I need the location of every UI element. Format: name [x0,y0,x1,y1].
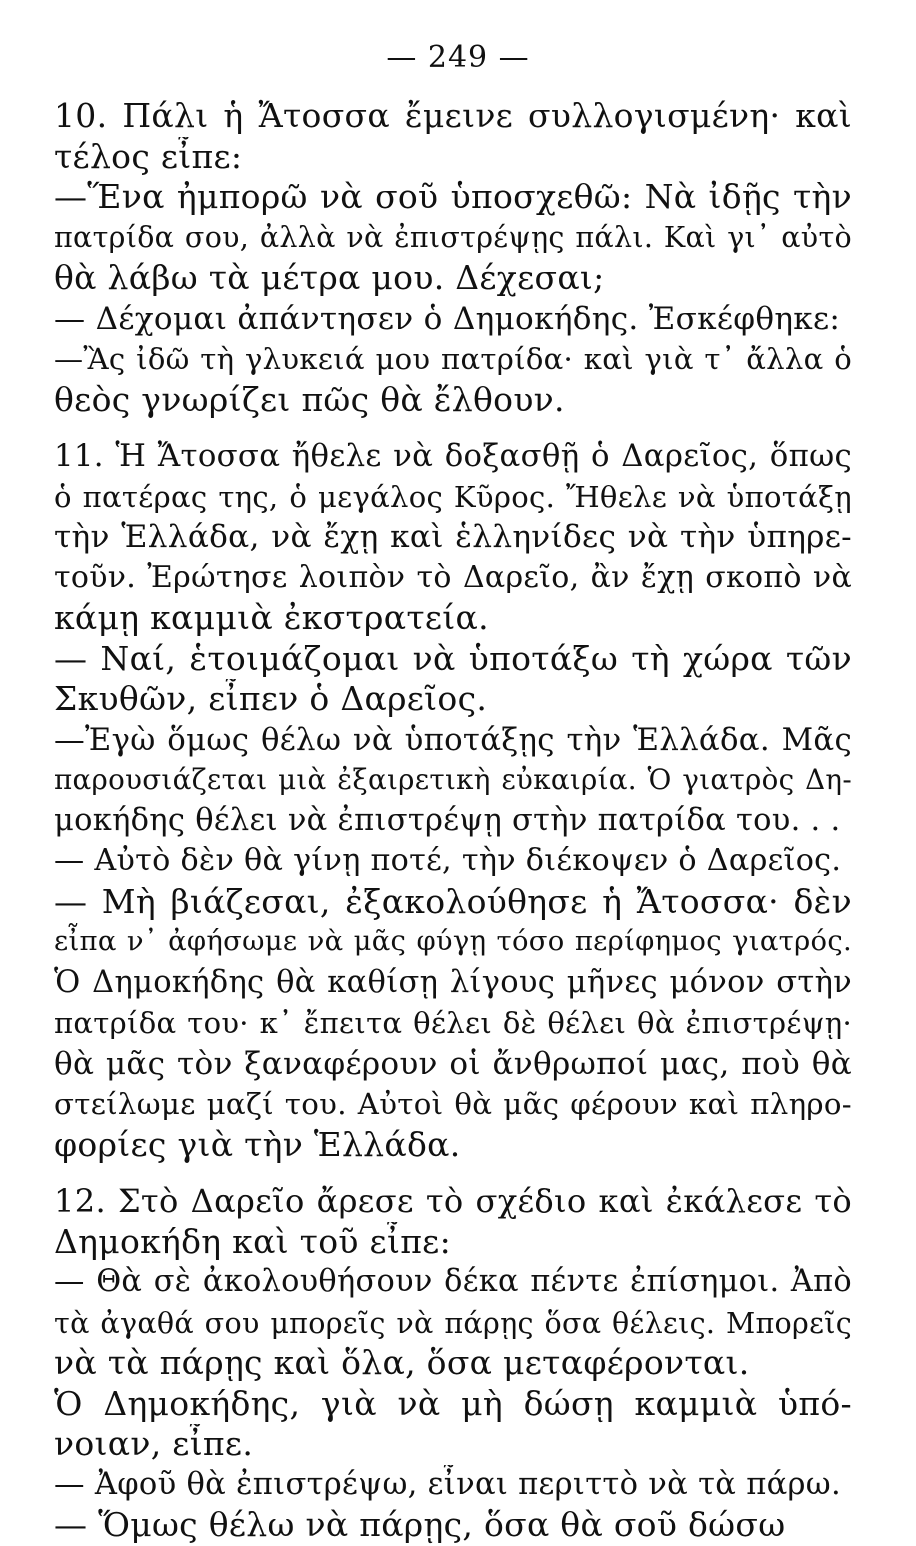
text-line: νοιαν, εἶπε. [54,1424,254,1463]
text-line: πατρίδα του· κ᾽ ἔπειτα θέλει δὲ θέλει θὰ ἐπιστρέψῃ· [54,1006,852,1040]
text-line: — Μὴ βιάζεσαι, ἐξακολούθησε ἡ Ἄτοσσα· δὲν [54,881,852,921]
paragraph-gap [54,1165,852,1181]
text-line: 11. Ἡ Ἄτοσσα ἤθελε νὰ δοξασθῇ ὁ Δαρεῖος, ὅπως [54,438,852,474]
paragraph [54,841,852,882]
paragraph [54,1262,852,1384]
text-line: — Ναί, ἑτοιμάζομαι νὰ ὑποτάξω τὴ χώρα τῶν [54,638,852,678]
text-line: — Ἀφοῦ θὰ ἐπιστρέψω, εἶναι περιττὸ νὰ τὰ πάρω. [54,1466,842,1502]
text-line: θὰ μᾶς τὸν ξαναφέρουν οἱ ἄνθρωποί μας, ποὺ θὰ [54,1045,852,1082]
paragraph [54,1181,852,1262]
text-line: τὰ ἀγαθά σου μπορεῖς νὰ πάρῃς ὅσα θέλεις. Μπορεῖς [54,1305,852,1340]
text-line: Σκυθῶν, εἶπεν ὁ Δαρεῖος. [54,679,488,718]
text-line: τοῦν. Ἐρώτησε λοιπὸν τὸ Δαρεῖο, ἂν ἔχῃ σκοπὸ νὰ [54,559,852,595]
paragraph [54,1505,852,1546]
text-line: Ὁ Δημοκήδης θὰ καθίσῃ λίγους μῆνες μόνον στὴν [54,964,852,1000]
text-line: ὁ πατέρας της, ὁ μεγάλος Κῦρος. Ἤθελε νὰ ὑποτάξῃ [54,479,852,514]
page-number: — 249 — [386,40,530,75]
text-line: — Δέχομαι ἀπάντησεν ὁ Δημοκήδης. Ἐσκέφθηκε: [54,300,841,337]
text-line: μοκήδης θέλει νὰ ἐπιστρέψῃ στὴν πατρίδα του. . . [54,802,841,838]
text-line: θεὸς γνωρίζει πῶς θὰ ἔλθουν. [54,379,565,419]
text-line: — Αὐτὸ δὲν θὰ γίνῃ ποτέ, τὴν διέκοψεν ὁ Δαρεῖος. [54,843,842,878]
paragraph [54,436,852,639]
paragraph-gap [54,420,852,436]
text-line: —Ἂς ἰδῶ τὴ γλυκειά μου πατρίδα· καὶ γιὰ τ᾽ ἄλλα ὁ [54,342,852,376]
text-line: κάμῃ καμμιὰ ἐκστρατεία. [54,598,489,637]
paragraph [54,1465,852,1506]
text-line: — Θὰ σὲ ἀκολουθήσουν δέκα πέντε ἐπίσημοι. Ἀπὸ [54,1264,852,1299]
paragraph [54,96,852,177]
text-line: τέλος εἶπε: [54,136,243,176]
paragraph [54,1384,852,1465]
text-line: φορίες γιὰ τὴν Ἑλλάδα. [54,1124,461,1164]
text-line: 12. Στὸ Δαρεῖο ἄρεσε τὸ σχέδιο καὶ ἐκάλεσε τὸ [54,1182,852,1220]
body-text [54,96,852,1546]
text-line: εἶπα ν᾽ ἀφήσωμε νὰ μᾶς φύγῃ τόσο περίφημος γιατρός. [54,926,852,957]
paragraph [54,720,852,842]
text-line: παρουσιάζεται μιὰ ἐξαιρετικὴ εὐκαιρία. Ὁ γιατρὸς Δη- [54,763,852,796]
text-line: —Ἐγὼ ὅμως θέλω νὰ ὑποτάξῃς τὴν Ἑλλάδα. Μᾶς [54,721,852,758]
text-line: 10. Πάλι ἡ Ἄτοσσα ἔμεινε συλλογισμένη· καὶ [54,96,852,135]
paragraph [54,339,852,420]
text-line: τὴν Ἑλλάδα, νὰ ἔχῃ καὶ ἑλληνίδες νὰ τὴν ὑπηρε- [54,519,852,555]
paragraph [54,882,852,1166]
text-line: πατρίδα σου, ἀλλὰ νὰ ἐπιστρέψῃς πάλι. Καὶ γι᾽ αὐτὸ [54,220,852,254]
text-line: — Ὅμως θέλω νὰ πάρῃς, ὅσα θὰ σοῦ δώσω [54,1505,786,1544]
text-line: Ὁ Δημοκήδης, γιὰ νὰ μὴ δώσῃ καμμιὰ ὑπό- [54,1383,852,1423]
text-line: στείλωμε μαζί του. Αὐτοὶ θὰ μᾶς φέρουν καὶ πληρο- [54,1087,852,1121]
text-line: νὰ τὰ πάρῃς καὶ ὅλα, ὅσα μεταφέρονται. [54,1343,750,1382]
text-line: θὰ λάβω τὰ μέτρα μου. Δέχεσαι; [54,258,605,297]
text-line: —Ἕνα ἠμπορῶ νὰ σοῦ ὑποσχεθῶ: Νὰ ἰδῇς τὴν [54,177,852,216]
paragraph [54,299,852,340]
text-line: Δημοκήδη καὶ τοῦ εἶπε: [54,1221,451,1261]
paragraph [54,177,852,299]
paragraph [54,639,852,720]
